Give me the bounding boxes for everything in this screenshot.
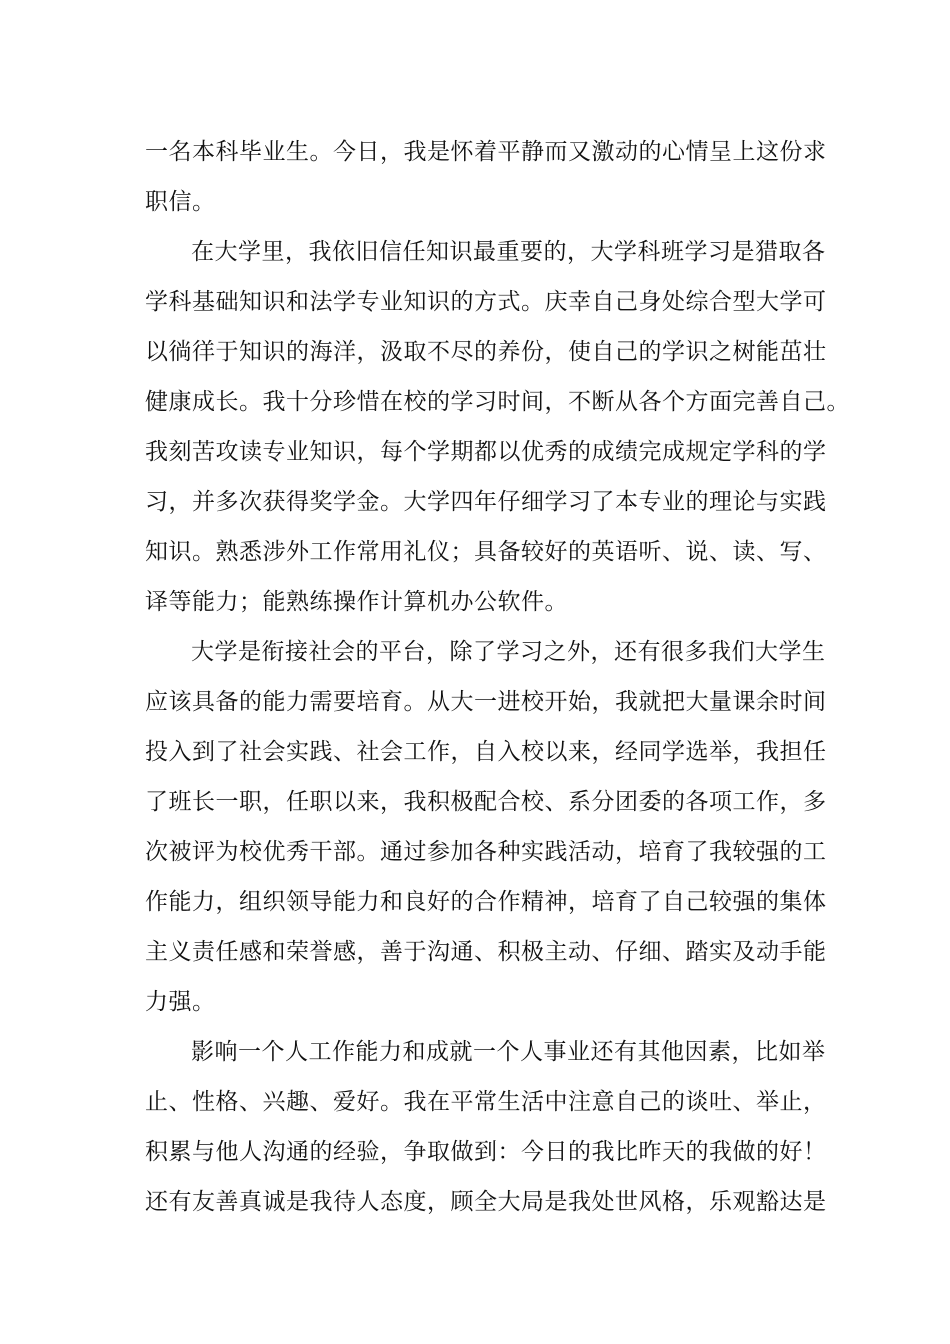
paragraph-first-line: 大学是衔接社会的平台，除了学习之外，还有很多我们大学生 xyxy=(191,639,826,665)
text-line: 作能力，组织领导能力和良好的合作精神，培育了自己较强的集体 xyxy=(145,889,827,915)
text-line: 投入到了社会实践、社会工作，自入校以来，经同学选举，我担任 xyxy=(145,739,827,765)
text-line: 一名本科毕业生。今日，我是怀着平静而又激动的心情呈上这份求 xyxy=(145,139,827,165)
text-line: 止、性格、兴趣、爱好。我在平常生活中注意自己的谈吐、举止， xyxy=(145,1089,827,1115)
text-line: 译等能力；能熟练操作计算机办公软件。 xyxy=(145,589,568,615)
text-line: 还有友善真诚是我待人态度，顾全大局是我处世风格，乐观豁达是 xyxy=(145,1189,827,1215)
text-line: 力强。 xyxy=(145,989,216,1015)
text-line: 积累与他人沟通的经验，争取做到：今日的我比昨天的我做的好！ xyxy=(145,1139,827,1165)
text-line: 主义责任感和荣誉感，善于沟通、积极主动、仔细、踏实及动手能 xyxy=(145,939,827,965)
paragraph-first-line: 在大学里，我依旧信任知识最重要的，大学科班学习是猎取各 xyxy=(191,239,826,265)
text-line: 习，并多次获得奖学金。大学四年仔细学习了本专业的理论与实践 xyxy=(145,489,827,515)
text-line: 我刻苦攻读专业知识，每个学期都以优秀的成绩完成规定学科的学 xyxy=(145,439,827,465)
text-line: 次被评为校优秀干部。通过参加各种实践活动，培育了我较强的工 xyxy=(145,839,827,865)
text-line: 职信。 xyxy=(145,189,216,215)
paragraph-first-line: 影响一个人工作能力和成就一个人事业还有其他因素，比如举 xyxy=(191,1039,826,1065)
text-line: 以徜徉于知识的海洋，汲取不尽的养份，使自己的学识之树能茁壮 xyxy=(145,339,827,365)
text-line: 了班长一职，任职以来，我积极配合校、系分团委的各项工作，多 xyxy=(145,789,827,815)
text-line: 健康成长。我十分珍惜在校的学习时间，不断从各个方面完善自己。 xyxy=(145,389,850,415)
text-line: 学科基础知识和法学专业知识的方式。庆幸自己身处综合型大学可 xyxy=(145,289,827,315)
text-line: 应该具备的能力需要培育。从大一进校开始，我就把大量课余时间 xyxy=(145,689,827,715)
text-line: 知识。熟悉涉外工作常用礼仪；具备较好的英语听、说、读、写、 xyxy=(145,539,827,565)
